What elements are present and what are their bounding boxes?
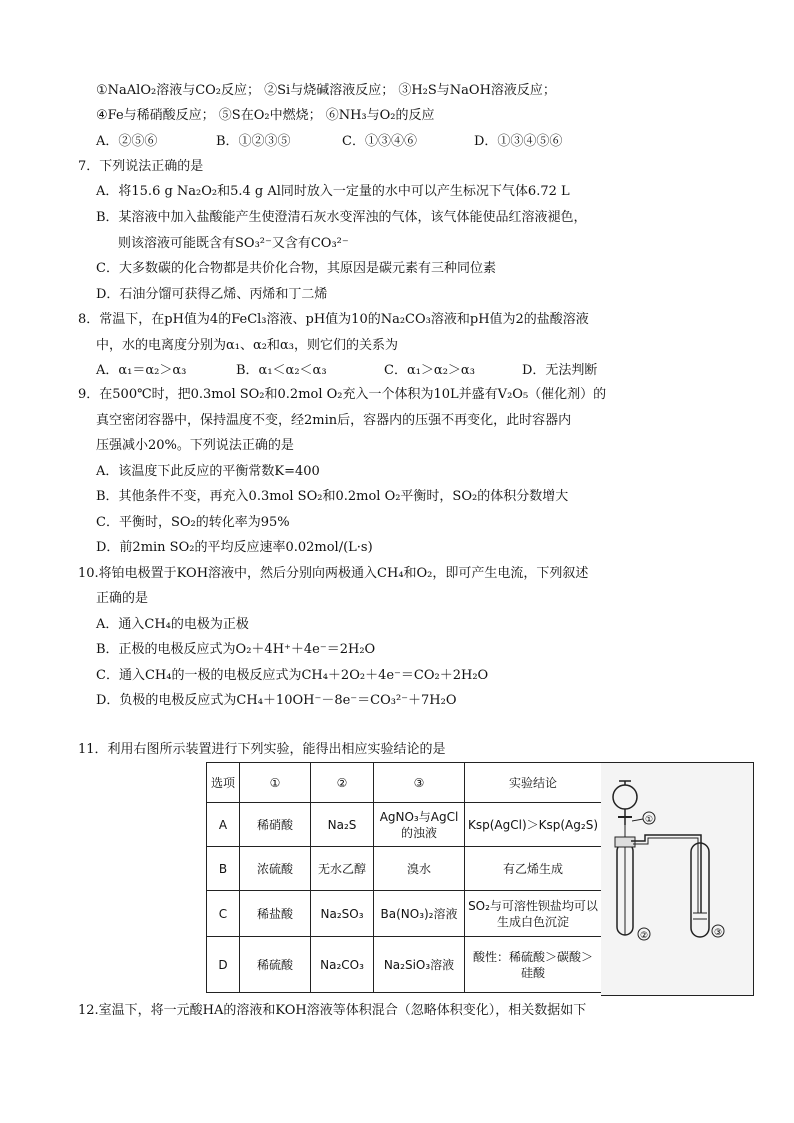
row-b-reagent-2: 无水乙醇 [311,847,374,891]
q9-option-b: B．其他条件不变，再充入0.3mol SO₂和0.2mol O₂平衡时，SO₂的体积分数增大 [96,489,569,504]
q10-option-b: B．正极的电极反应式为O₂＋4H⁺＋4e⁻＝2H₂O [96,642,376,657]
q6-items-line1: ①NaAlO₂溶液与CO₂反应； ②Si与烧碱溶液反应； ③H₂S与NaOH溶液反应； [96,83,556,98]
q11-stem: 11．利用右图所示装置进行下列实验，能得出相应实验结论的是 [78,742,446,757]
q6-option-a: A．②⑤⑥ [96,134,158,149]
row-d-reagent-3: Na₂SiO₃溶液 [374,937,465,993]
q7-stem: 7．下列说法正确的是 [78,159,204,174]
q9-stem-line2: 真空密闭容器中，保持温度不变，经2min后，容器内的压强不再变化，此时容器内 [96,413,572,428]
table-row [207,803,602,847]
q6-option-b: B．①②③⑤ [216,134,291,149]
q8-stem-line1: 8．常温下，在pH值为4的FeCl₃溶液、pH值为10的Na₂CO₃溶液和pH值为2的盐酸溶液 [78,312,589,327]
table-row [207,937,602,993]
q7-option-b-line1: B．某溶液中加入盐酸能产生使澄清石灰水变浑浊的气体，该气体能使品红溶液褪色， [96,210,587,225]
row-b-reagent-1: 浓硫酸 [240,847,311,891]
label-2: ② [639,931,649,941]
label-3: ③ [713,928,723,938]
row-c-reagent-3: Ba(NO₃)₂溶液 [374,891,465,937]
row-c-option: C [207,891,240,937]
q10-stem-line2: 正确的是 [96,591,149,606]
label-1: ① [644,815,654,825]
q11-table [206,762,602,993]
header-option: 选项 [207,763,240,803]
header-reagent-2: ② [311,763,374,803]
row-d-option: D [207,937,240,993]
row-d-reagent-1: 稀硫酸 [240,937,311,993]
row-b-option: B [207,847,240,891]
q7-option-a: A．将15.6 g Na₂O₂和5.4 g Al同时放入一定量的水中可以产生标况下气体6.72 L [96,184,570,199]
row-a-reagent-3: AgNO₃与AgCl的浊液 [374,803,465,847]
table-header-row [207,763,602,803]
row-b-reagent-3: 溴水 [374,847,465,891]
q8-stem-line2: 中，水的电离度分别为α₁、α₂和α₃，则它们的关系为 [96,338,398,353]
q7-option-d: D．石油分馏可获得乙烯、丙烯和丁二烯 [96,287,328,302]
apparatus-figure [601,762,754,996]
q10-stem-line1: 10.将铂电极置于KOH溶液中，然后分别向两极通入CH₄和O₂，即可产生电流，下列叙述 [78,566,589,581]
q10-option-d: D．负极的电极反应式为CH₄＋10OH⁻－8e⁻＝CO₃²⁻＋7H₂O [96,693,457,708]
q8-option-d: D．无法判断 [522,363,598,378]
q9-stem-line3: 压强减小20%。下列说法正确的是 [96,438,294,453]
row-c-reagent-2: Na₂SO₃ [311,891,374,937]
header-reagent-1: ① [240,763,311,803]
q8-option-a: A．α₁＝α₂＞α₃ [96,363,187,378]
q6-option-d: D．①③④⑤⑥ [474,134,563,149]
header-conclusion: 实验结论 [465,763,602,803]
header-reagent-3: ③ [374,763,465,803]
q10-option-c: C．通入CH₄的一极的电极反应式为CH₄＋2O₂＋4e⁻＝CO₂＋2H₂O [96,668,489,683]
q9-option-d: D．前2min SO₂的平均反应速率0.02mol/(L·s) [96,540,373,555]
q8-option-c: C．α₁＞α₂＞α₃ [384,363,475,378]
apparatus-drawing [601,763,753,995]
row-a-option: A [207,803,240,847]
q7-option-b-line2: 则该溶液可能既含有SO₃²⁻又含有CO₃²⁻ [118,236,349,251]
row-a-reagent-1: 稀硝酸 [240,803,311,847]
q9-stem-line1: 9．在500℃时，把0.3mol SO₂和0.2mol O₂充入一个体积为10L并盛有V₂O₅（催化剂）的 [78,387,607,402]
table-row [207,891,602,937]
q8-option-b: B．α₁＜α₂＜α₃ [236,363,327,378]
row-c-reagent-1: 稀盐酸 [240,891,311,937]
q9-option-c: C．平衡时，SO₂的转化率为95% [96,515,290,530]
q6-option-c: C．①③④⑥ [342,134,417,149]
row-c-conclusion: SO₂与可溶性钡盐均可以生成白色沉淀 [465,891,602,937]
table-row [207,847,602,891]
q10-option-a: A．通入CH₄的电极为正极 [96,617,249,632]
row-a-conclusion: Ksp(AgCl)＞Ksp(Ag₂S) [465,803,602,847]
q7-option-c: C．大多数碳的化合物都是共价化合物，其原因是碳元素有三种同位素 [96,261,496,276]
row-d-conclusion: 酸性：稀硫酸＞碳酸＞硅酸 [465,937,602,993]
q12-stem: 12.室温下，将一元酸HA的溶液和KOH溶液等体积混合（忽略体积变化），相关数据如下 [78,1003,587,1018]
row-b-conclusion: 有乙烯生成 [465,847,602,891]
row-d-reagent-2: Na₂CO₃ [311,937,374,993]
q9-option-a: A．该温度下此反应的平衡常数K=400 [96,464,320,479]
q6-items-line2: ④Fe与稀硝酸反应； ⑤S在O₂中燃烧； ⑥NH₃与O₂的反应 [96,108,435,123]
row-a-reagent-2: Na₂S [311,803,374,847]
